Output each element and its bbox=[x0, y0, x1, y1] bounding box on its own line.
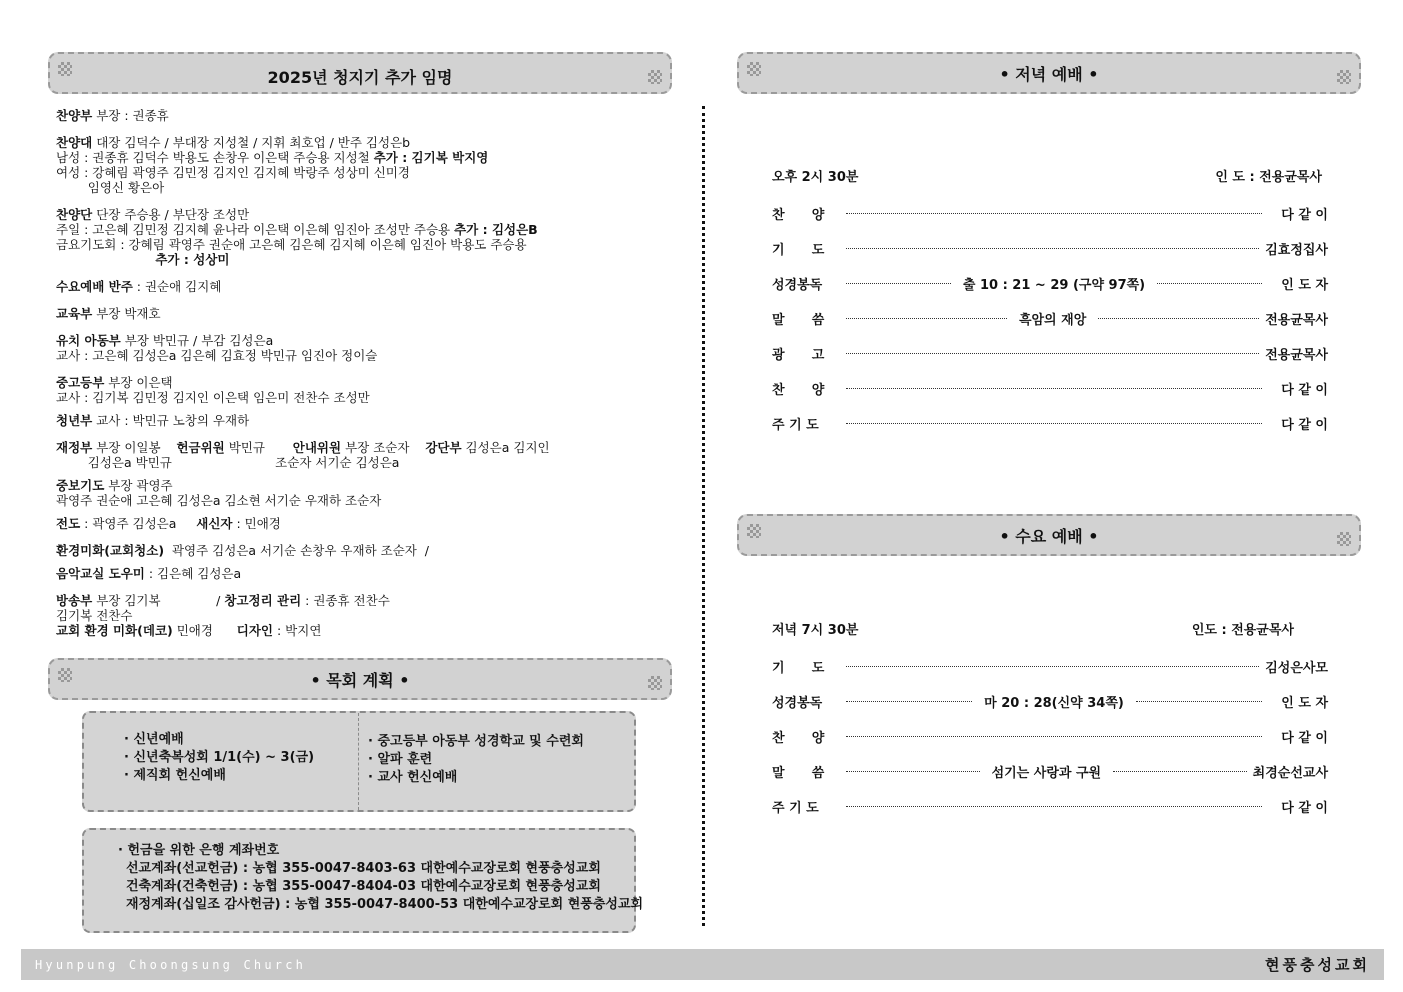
names-text: 부장 곽영주 bbox=[104, 478, 173, 493]
names-text: 교사 : 김기복 김민정 김지인 이은택 임은미 전찬수 조성만 bbox=[56, 390, 370, 405]
service-row bbox=[772, 205, 1328, 222]
role-label: 추가 : 성상미 bbox=[155, 252, 230, 267]
service-item-label: 기 도 bbox=[772, 661, 825, 676]
service-item-person: 최경순선교사 bbox=[1252, 766, 1329, 781]
bank-box bbox=[82, 828, 644, 933]
names-text: 교사 : 박민규 노창의 우재하 bbox=[92, 413, 250, 428]
plan-title: • 목회 계획 • bbox=[310, 670, 410, 690]
names-text: 부장 이은택 bbox=[104, 375, 173, 390]
appointment-line bbox=[56, 375, 666, 390]
names-text: 곽영주 김성은a 서기순 손창우 우재하 조순자 / bbox=[164, 543, 430, 558]
pattern-icon bbox=[648, 676, 662, 690]
leader-dots bbox=[846, 318, 1007, 319]
leader-dots bbox=[846, 423, 1262, 424]
service-item-label: 광 고 bbox=[772, 348, 825, 363]
appointment-line bbox=[56, 478, 666, 493]
names-text: : 곽영주 김성은a bbox=[80, 516, 197, 531]
spacer bbox=[56, 470, 666, 478]
role-label: 환경미화(교회청소) bbox=[56, 543, 165, 558]
role-label: 추가 : 김성은B bbox=[454, 222, 538, 237]
spacer bbox=[56, 294, 666, 306]
role-label: 강단부 bbox=[425, 440, 462, 455]
wednesday-order bbox=[772, 619, 1328, 833]
leader-dots bbox=[846, 806, 1262, 807]
service-item-person: 김성은사모 bbox=[1265, 661, 1328, 676]
appointment-line bbox=[56, 252, 666, 267]
names-text: 금요기도회 : 강혜림 곽영주 권순애 고은혜 김은혜 김지혜 이은혜 임진아 박용도 주승용 bbox=[56, 237, 527, 252]
plan-box bbox=[82, 711, 636, 812]
names-text: 대장 김덕수 / 부대장 지성철 / 지휘 최호업 / 반주 김성은b bbox=[92, 135, 411, 150]
service-item-label: 기 도 bbox=[772, 243, 825, 258]
appointment-title: 2025년 청지기 추가 임명 bbox=[267, 67, 453, 87]
names-text: 부장 이일봉 bbox=[92, 440, 177, 455]
service-item-label: 주 기 도 bbox=[772, 418, 819, 433]
plan-left-list bbox=[124, 713, 354, 810]
pattern-icon bbox=[747, 62, 761, 76]
appointment-line bbox=[56, 333, 666, 348]
appointment-line bbox=[56, 623, 666, 638]
appointment-line bbox=[56, 165, 666, 180]
wednesday-leader: 인도 : 전용균목사 bbox=[1191, 623, 1294, 638]
footer-english-name: Hyunpung Choongsung Church bbox=[35, 957, 307, 972]
service-row bbox=[772, 240, 1328, 257]
spacer bbox=[56, 195, 666, 207]
pattern-icon bbox=[648, 70, 662, 84]
appointment-line bbox=[56, 135, 666, 150]
leader-dots bbox=[846, 666, 1259, 667]
leader-dots bbox=[1157, 283, 1262, 284]
appointment-line bbox=[56, 207, 666, 222]
spacer bbox=[56, 508, 666, 516]
footer-bar bbox=[21, 949, 1384, 980]
names-text: 주일 : 고은혜 김민정 김지혜 윤나라 이은택 이은혜 임진아 조성만 주승용 bbox=[56, 222, 455, 237]
plan-item: · 알파 훈련 bbox=[368, 752, 433, 767]
service-item-detail: 섬기는 사랑과 구원 bbox=[991, 766, 1102, 781]
leader-dots bbox=[1098, 318, 1259, 319]
appointment-line bbox=[56, 279, 666, 294]
names-text: : 김은혜 김성은a bbox=[144, 566, 242, 581]
role-label: 디자인 bbox=[236, 623, 274, 638]
plan-right-list bbox=[368, 713, 628, 810]
role-label: 방송부 bbox=[56, 593, 93, 608]
role-label: 음악교실 도우미 bbox=[56, 566, 145, 581]
appointment-line bbox=[56, 516, 666, 531]
wednesday-header bbox=[772, 619, 1328, 638]
evening-leader: 인 도 : 전용균목사 bbox=[1215, 170, 1322, 185]
footer-church-name: 현풍충성교회 bbox=[1265, 956, 1370, 974]
names-text: : 박지연 bbox=[273, 623, 322, 638]
role-label: 중보기도 bbox=[56, 478, 105, 493]
role-label: 창고정리 관리 bbox=[224, 593, 302, 608]
names-text: 부장 : 권종휴 bbox=[92, 108, 169, 123]
appointment-line bbox=[56, 108, 666, 123]
evening-rows bbox=[772, 205, 1328, 432]
plan-item: · 중고등부 아동부 성경학교 및 수련회 bbox=[368, 734, 584, 749]
leader-dots bbox=[1113, 771, 1247, 772]
appointment-line bbox=[56, 150, 666, 165]
service-item-detail: 출 10 : 21 ~ 29 (구약 97쪽) bbox=[962, 278, 1146, 293]
role-label: 전도 bbox=[56, 516, 81, 531]
names-text: 부장 박민규 / 부감 김성은a bbox=[120, 333, 274, 348]
wednesday-time: 저녁 7시 30분 bbox=[772, 623, 859, 638]
plan-banner bbox=[48, 658, 672, 700]
service-row bbox=[772, 658, 1328, 675]
pattern-icon bbox=[58, 62, 72, 76]
evening-banner bbox=[737, 52, 1361, 94]
pattern-icon bbox=[747, 524, 761, 538]
plan-item: · 교사 헌신예배 bbox=[368, 770, 458, 785]
names-text: : 권종휴 전찬수 bbox=[301, 593, 390, 608]
leader-dots bbox=[846, 736, 1262, 737]
leader-dots bbox=[846, 248, 1259, 249]
wednesday-rows bbox=[772, 658, 1328, 815]
service-item-label: 말 씀 bbox=[772, 313, 825, 328]
leader-dots bbox=[1136, 701, 1262, 702]
pattern-icon bbox=[1337, 532, 1351, 546]
service-row bbox=[772, 728, 1328, 745]
spacer bbox=[56, 267, 666, 279]
evening-time: 오후 2시 30분 bbox=[772, 170, 859, 185]
role-label: 교회 환경 미화(데코) bbox=[56, 623, 173, 638]
service-item-person: 다 같 이 bbox=[1281, 731, 1328, 746]
evening-title: • 저녁 예배 • bbox=[999, 64, 1099, 84]
appointment-line bbox=[56, 180, 666, 195]
names-text: 민애경 bbox=[172, 623, 237, 638]
evening-order bbox=[772, 166, 1328, 450]
leader-dots bbox=[846, 771, 980, 772]
names-text: 부장 조순자 bbox=[341, 440, 426, 455]
plan-item: · 제직회 헌신예배 bbox=[124, 768, 226, 783]
appointment-line bbox=[56, 608, 666, 623]
service-item-label: 말 씀 bbox=[772, 766, 825, 781]
plan-divider bbox=[358, 713, 359, 810]
service-item-person: 전용균목사 bbox=[1265, 348, 1328, 363]
spacer bbox=[56, 531, 666, 543]
names-text: 임영신 황은아 bbox=[56, 180, 165, 195]
names-text: : 권순애 김지혜 bbox=[132, 279, 222, 294]
bank-line: 선교계좌(선교헌금) : 농협 355-0047-8403-63 대한예수교장로회 현풍충성교회 bbox=[126, 861, 601, 876]
appointment-line bbox=[56, 440, 666, 455]
role-label: 찬양부 bbox=[56, 108, 93, 123]
bank-title: · 헌금을 위한 은행 계좌번호 bbox=[118, 843, 280, 858]
leader-dots bbox=[846, 353, 1259, 354]
service-item-label: 찬 양 bbox=[772, 208, 825, 223]
appointment-line bbox=[56, 348, 666, 363]
role-label: 추가 : 김기복 박지영 bbox=[373, 150, 489, 165]
service-item-person: 인 도 자 bbox=[1281, 278, 1329, 293]
service-item-label: 주 기 도 bbox=[772, 801, 819, 816]
names-text: 김성은a 김지인 bbox=[461, 440, 550, 455]
service-item-person: 인 도 자 bbox=[1281, 696, 1329, 711]
service-row bbox=[772, 415, 1328, 432]
role-label: 유치 아동부 bbox=[56, 333, 121, 348]
appointment-line bbox=[56, 413, 666, 428]
wednesday-banner bbox=[737, 514, 1361, 556]
names-text: 남성 : 권종휴 김덕수 박용도 손창우 이은택 주승용 지성철 bbox=[56, 150, 374, 165]
names-text: 교사 : 고은혜 김성은a 김은혜 김효정 박민규 임진아 정이슬 bbox=[56, 348, 378, 363]
service-row bbox=[772, 380, 1328, 397]
appointment-line bbox=[56, 543, 666, 558]
names-text: 박민규 bbox=[224, 440, 293, 455]
plan-item: · 신년축복성회 1/1(수) ~ 3(금) bbox=[124, 750, 315, 765]
service-item-person: 다 같 이 bbox=[1281, 418, 1328, 433]
spacer bbox=[56, 558, 666, 566]
names-text: 김성은a 박민규 조순자 서기순 김성은a bbox=[56, 455, 400, 470]
role-label: 안내위원 bbox=[292, 440, 342, 455]
service-row bbox=[772, 693, 1328, 710]
spacer bbox=[56, 321, 666, 333]
appointment-line bbox=[56, 306, 666, 321]
names-text: 여성 : 강혜림 곽영주 김민정 김지인 김지혜 박랑주 성상미 신미경 bbox=[56, 165, 410, 180]
service-row bbox=[772, 798, 1328, 815]
plan-item: · 신년예배 bbox=[124, 732, 184, 747]
service-item-person: 전용균목사 bbox=[1265, 313, 1328, 328]
spacer bbox=[56, 123, 666, 135]
service-row bbox=[772, 763, 1328, 780]
role-label: 재정부 bbox=[56, 440, 93, 455]
pattern-icon bbox=[58, 668, 72, 682]
names-text: 곽영주 권순애 고은혜 김성은a 김소현 서기순 우재하 조순자 bbox=[56, 493, 382, 508]
service-item-person: 다 같 이 bbox=[1281, 383, 1328, 398]
appointment-line bbox=[56, 390, 666, 405]
names-text: : 민애경 bbox=[232, 516, 281, 531]
leader-dots bbox=[846, 283, 951, 284]
bank-line: 건축계좌(건축헌금) : 농협 355-0047-8404-03 대한예수교장로회 현풍충성교회 bbox=[126, 879, 601, 894]
appointment-line bbox=[56, 566, 666, 581]
evening-header bbox=[772, 166, 1328, 185]
service-item-person: 다 같 이 bbox=[1281, 208, 1328, 223]
column-divider bbox=[702, 106, 705, 926]
role-label: 찬양대 bbox=[56, 135, 93, 150]
appointment-banner bbox=[48, 52, 672, 94]
service-item-label: 성경봉독 bbox=[772, 696, 823, 711]
spacer bbox=[56, 363, 666, 375]
service-row bbox=[772, 310, 1328, 327]
names-text: 부장 박재호 bbox=[92, 306, 161, 321]
role-label: 수요예배 반주 bbox=[56, 279, 133, 294]
spacer bbox=[56, 428, 666, 440]
wednesday-title: • 수요 예배 • bbox=[999, 526, 1099, 546]
service-item-label: 찬 양 bbox=[772, 383, 825, 398]
service-item-label: 찬 양 bbox=[772, 731, 825, 746]
leader-dots bbox=[846, 701, 972, 702]
leader-dots bbox=[846, 213, 1262, 214]
role-label: 헌금위원 bbox=[176, 440, 225, 455]
role-label: 교육부 bbox=[56, 306, 93, 321]
role-label: 찬양단 bbox=[56, 207, 93, 222]
pattern-icon bbox=[1337, 70, 1351, 84]
appointment-line bbox=[56, 237, 666, 252]
role-label: 새신자 bbox=[196, 516, 233, 531]
names-text: 김기복 전찬수 bbox=[56, 608, 133, 623]
appointment-line bbox=[56, 455, 666, 470]
service-item-person: 김효정집사 bbox=[1265, 243, 1328, 258]
role-label: 중고등부 bbox=[56, 375, 105, 390]
service-item-detail: 흑암의 재앙 bbox=[1018, 313, 1087, 328]
service-item-person: 다 같 이 bbox=[1281, 801, 1328, 816]
names-text: 단장 주승용 / 부단장 조성만 bbox=[92, 207, 250, 222]
appointment-line bbox=[56, 593, 666, 608]
service-item-label: 성경봉독 bbox=[772, 278, 823, 293]
role-label: 청년부 bbox=[56, 413, 93, 428]
spacer bbox=[56, 405, 666, 413]
service-row bbox=[772, 345, 1328, 362]
appointment-line bbox=[56, 493, 666, 508]
service-item-detail: 마 20 : 28(신약 34쪽) bbox=[984, 696, 1124, 711]
leader-dots bbox=[846, 388, 1262, 389]
spacer bbox=[56, 581, 666, 593]
bank-line: 재정계좌(십일조 감사헌금) : 농협 355-0047-8400-53 대한예수교장로회 현풍충성교회 bbox=[126, 897, 644, 912]
appointment-list bbox=[56, 108, 666, 638]
service-row bbox=[772, 275, 1328, 292]
appointment-line bbox=[56, 222, 666, 237]
names-text bbox=[56, 252, 155, 267]
names-text: 부장 김기복 / bbox=[92, 593, 225, 608]
